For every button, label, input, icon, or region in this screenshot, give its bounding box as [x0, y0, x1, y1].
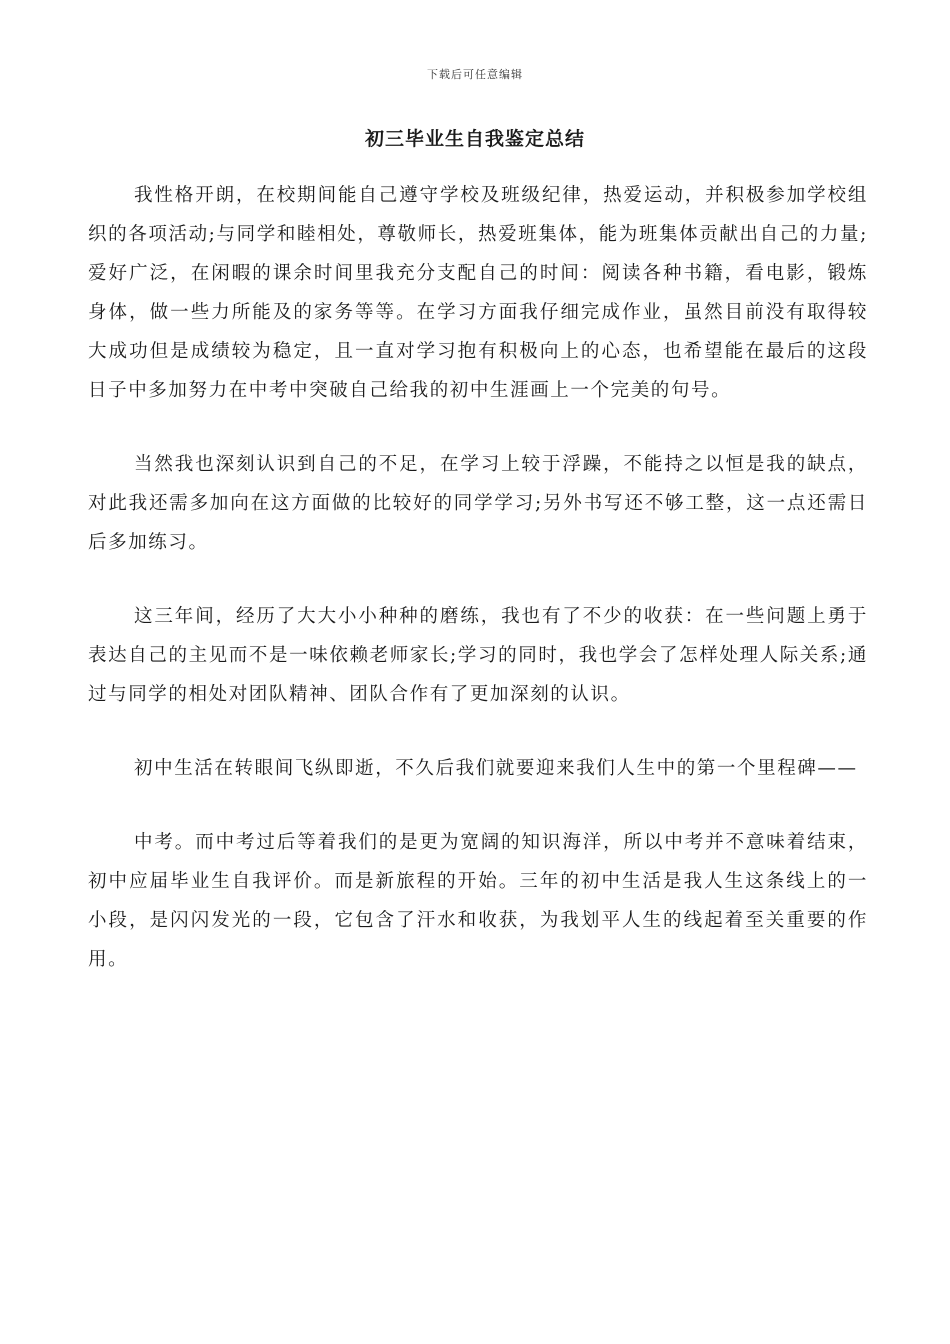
paragraph-3: 这三年间，经历了大大小小种种的磨练，我也有了不少的收获：在一些问题上勇于表达自己的主见而不是一味依赖老师家长;学习的同时，我也学会了怎样处理人际关系;通过与同学的相处对团队精神、团队合作有了更加深刻的认识。	[88, 606, 868, 705]
paragraph-1: 我性格开朗，在校期间能自己遵守学校及班级纪律，热爱运动，并积极参加学校组织的各项活动;与同学和睦相处，尊敬师长，热爱班集体，能为班集体贡献出自己的力量;爱好广泛，在闲暇的课余时间里我充分支配自己的时间：阅读各种书籍，看电影，锻炼身体，做一些力所能及的家务等等。在学习方面我仔细完成作业，虽然目前没有取得较大成功但是成绩较为稳定，且一直对学习抱有积极向上的心态，也希望能在最后的这段日子中多加努力在中考中突破自己给我的初中生涯画上一个完美的句号。	[88, 185, 868, 401]
paragraph-5: 中考。而中考过后等着我们的是更为宽阔的知识海洋，所以中考并不意味着结束，初中应届毕业生自我评价。而是新旅程的开始。三年的初中生活是我人生这条线上的一小段，是闪闪发光的一段，它包含了汗水和收获，为我划平人生的线起着至关重要的作用。	[88, 832, 868, 970]
document-body	[88, 176, 868, 1014]
header-note: 下载后可任意编辑	[427, 68, 523, 81]
document-title: 初三毕业生自我鉴定总结	[364, 128, 585, 150]
paragraph-4: 初中生活在转眼间飞纵即逝，不久后我们就要迎来我们人生中的第一个里程碑——	[134, 758, 858, 779]
paragraph-2: 当然我也深刻认识到自己的不足，在学习上较于浮躁，不能持之以恒是我的缺点，对此我还需多加向在这方面做的比较好的同学学习;另外书写还不够工整，这一点还需日后多加练习。	[88, 454, 868, 553]
